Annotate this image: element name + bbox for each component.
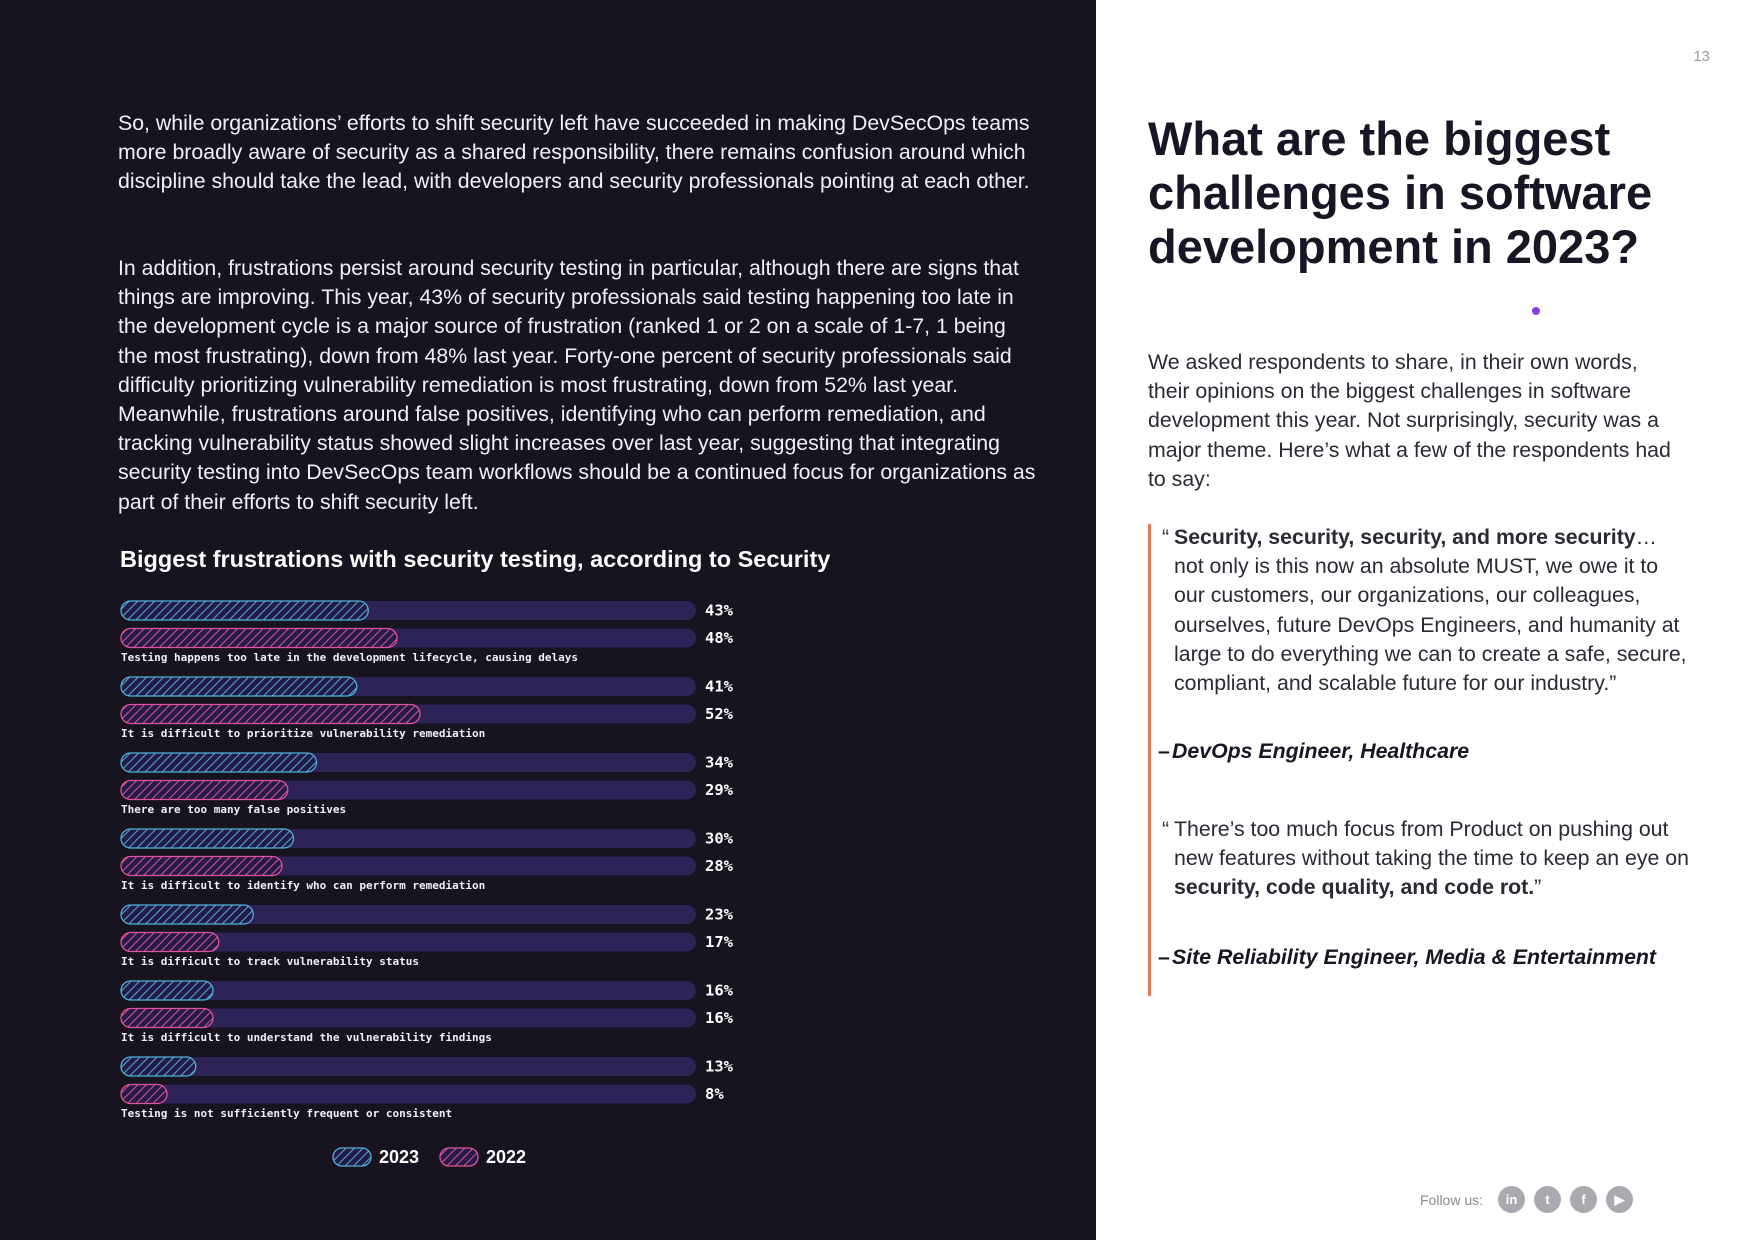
quote-2 (1162, 815, 1692, 903)
value-label-2023: 43% (705, 601, 733, 620)
value-label-2022: 29% (705, 781, 733, 799)
category-label: It is difficult to understand the vulnerability findings (121, 1031, 492, 1044)
value-label-2022: 17% (705, 933, 733, 951)
bar-2022-7 (121, 1085, 167, 1104)
bar-2022-5 (121, 933, 219, 952)
quote-2-attribution (1158, 943, 1692, 972)
quote-2-text: There’s too much focus from Product on pushing out new features without taking the time to keep an eye on (1174, 817, 1689, 871)
attribution-dash: – (1158, 945, 1170, 969)
category-label: Testing is not sufficiently frequent or consistent (121, 1107, 453, 1120)
category-label: It is difficult to prioritize vulnerability remediation (121, 727, 486, 740)
twitter-icon[interactable]: t (1534, 1186, 1561, 1213)
value-label-2023: 34% (705, 753, 733, 772)
bar-2022-2 (121, 705, 420, 724)
bar-2023-7 (121, 1057, 196, 1076)
bar-2022-1 (121, 629, 397, 648)
bar-2023-2 (121, 677, 357, 696)
open-quote-mark: “ (1162, 817, 1170, 841)
facebook-icon[interactable]: f (1570, 1186, 1597, 1213)
close-quote-mark: ” (1534, 875, 1542, 900)
value-label-2022: 48% (705, 629, 733, 647)
value-label-2022: 8% (705, 1085, 724, 1103)
page-number: 13 (1693, 48, 1710, 65)
follow-us-bar (1420, 1186, 1633, 1213)
bar-2023-4 (121, 829, 294, 848)
value-label-2022: 52% (705, 705, 733, 723)
quote-2-bold: security, code quality, and code rot. (1174, 875, 1535, 900)
youtube-icon[interactable]: ▶ (1606, 1186, 1633, 1213)
chart-title: Biggest frustrations with security testing, according to Security (120, 546, 831, 572)
bar-2022-3 (121, 781, 288, 800)
bar-2022-6 (121, 1009, 213, 1028)
quote-accent-bar (1148, 524, 1151, 996)
bar-2023-1 (121, 601, 368, 620)
legend-label-2022: 2022 (486, 1147, 527, 1167)
bar-2023-5 (121, 905, 253, 924)
open-quote-mark: “ (1162, 525, 1170, 549)
category-label: It is difficult to identify who can perform remediation (121, 879, 486, 892)
quote-1-author: DevOps Engineer, Healthcare (1172, 739, 1470, 763)
body-paragraph-2: In addition, frustrations persist around security testing in particular, although there are signs that things are improving. This year, 43% of security professionals said testing happening too late in the development cycle is a major source of frustration (ranked 1 or 2 on a scale of 1-7, 1 being the most frustrating), down from 48% last year. Forty-one percent of security professionals said difficulty prioritizing vulnerability remediation is most frustrating, down from 52% last year. Meanwhile, frustrations around false positives, identifying who can perform remediation, and tracking vulnerability status showed slight increases over last year, suggesting that integrating security testing into DevSecOps team workflows should be a continued focus for organizations as part of their efforts to shift security left. (118, 256, 1036, 514)
category-label: Testing happens too late in the development lifecycle, causing delays (121, 651, 578, 664)
bar-2023-6 (121, 981, 213, 1000)
quote-2-author: Site Reliability Engineer, Media & Entertainment (1172, 945, 1657, 969)
quote-1-attribution (1158, 737, 1692, 766)
legend-swatch-2023 (333, 1148, 371, 1166)
bar-2022-4 (121, 857, 282, 876)
quote-1-bold: Security, security, security, and more security (1174, 525, 1636, 549)
quote-1 (1162, 523, 1692, 698)
intro-paragraph: We asked respondents to share, in their own words, their opinions on the biggest challenges in software development this year. Not surprisingly, security was a major theme. Here’s what a few of the respondents had to say: (1148, 350, 1671, 491)
value-label-2023: 13% (705, 1057, 733, 1076)
category-label: It is difficult to track vulnerability status (121, 955, 420, 968)
value-label-2023: 41% (705, 677, 733, 696)
category-label: There are too many false positives (121, 803, 347, 816)
value-label-2023: 30% (705, 829, 733, 848)
right-panel (1096, 0, 1754, 1240)
value-label-2022: 16% (705, 1009, 733, 1027)
legend-label-2023: 2023 (379, 1147, 420, 1167)
bar-track (121, 1057, 696, 1076)
bar-2023-3 (121, 753, 317, 772)
bar-track (121, 1085, 696, 1104)
page-heading: What are the biggest challenges in software development in 2023? (1148, 112, 1653, 273)
quote-1-text: … not only is this now an absolute MUST, we owe it to our customers, our organizations, our colleagues, ourselves, future DevOps Engineers, and humanity at large to do everything we can to create a safe, secure, compliant, and scalable future for our industry.” (1174, 525, 1687, 696)
legend-swatch-2022 (440, 1148, 478, 1166)
follow-us-label: Follow us: (1420, 1191, 1484, 1208)
value-label-2022: 28% (705, 857, 733, 875)
linkedin-icon[interactable]: in (1498, 1186, 1525, 1213)
attribution-dash: – (1158, 739, 1170, 763)
decorative-divider (1096, 304, 1556, 318)
value-label-2023: 16% (705, 981, 733, 1000)
body-paragraph-1: So, while organizations’ efforts to shift security left have succeeded in making DevSecOps teams more broadly aware of security as a shared responsibility, there remains confusion around which discipline should take the lead, with developers and security professionals pointing at each other. (118, 111, 1030, 194)
value-label-2023: 23% (705, 905, 733, 924)
